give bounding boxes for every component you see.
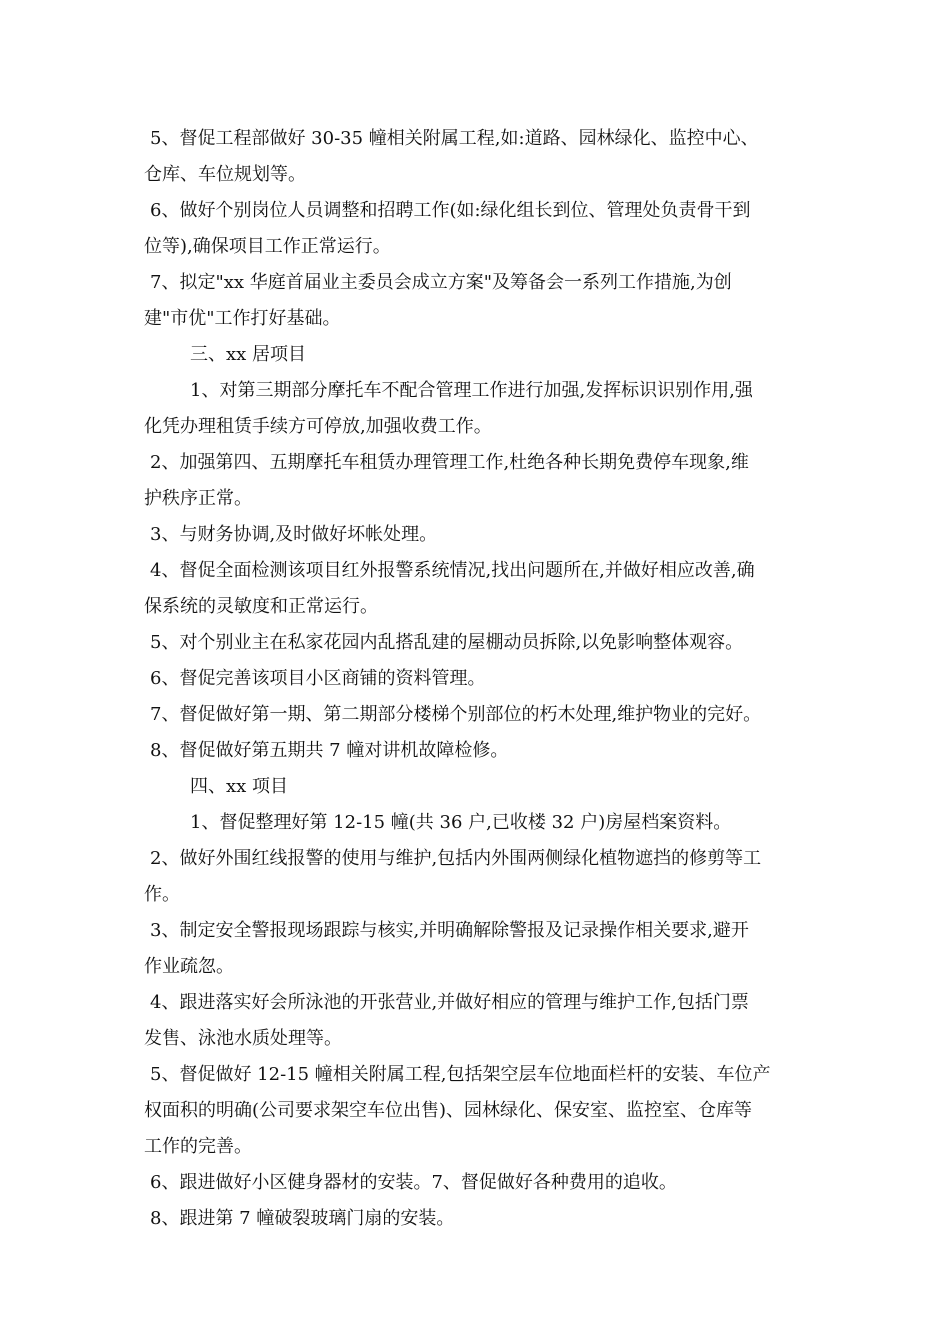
- text-line: 1、对第三期部分摩托车不配合管理工作进行加强,发挥标识识别作用,强: [190, 380, 753, 401]
- text-line: 化凭办理租赁手续方可停放,加强收费工作。: [144, 416, 492, 437]
- text-line: 5、督促做好 12-15 幢相关附属工程,包括架空层车位地面栏杆的安装、车位产: [150, 1064, 771, 1085]
- text-line: 作。: [144, 884, 180, 905]
- text-line: 建"市优"工作打好基础。: [144, 308, 341, 329]
- text-line: 3、制定安全警报现场跟踪与核实,并明确解除警报及记录操作相关要求,避开: [150, 920, 749, 941]
- text-line: 保系统的灵敏度和正常运行。: [144, 596, 378, 617]
- document-body: [144, 121, 816, 1237]
- text-line: 6、做好个别岗位人员调整和招聘工作(如:绿化组长到位、管理处负责骨干到: [150, 200, 751, 221]
- text-line: 5、对个别业主在私家花园内乱搭乱建的屋棚动员拆除,以免影响整体观容。: [150, 632, 744, 653]
- text-line: 8、督促做好第五期共 7 幢对讲机故障检修。: [150, 740, 509, 761]
- text-line: 7、督促做好第一期、第二期部分楼梯个别部位的朽木处理,维护物业的完好。: [150, 704, 762, 725]
- text-line: 4、督促全面检测该项目红外报警系统情况,找出问题所在,并做好相应改善,确: [150, 560, 755, 581]
- text-line: 1、督促整理好第 12-15 幢(共 36 户,已收楼 32 户)房屋档案资料。: [190, 812, 732, 833]
- text-line: 权面积的明确(公司要求架空车位出售)、园林绿化、保安室、监控室、仓库等: [144, 1100, 753, 1121]
- text-line: 4、跟进落实好会所泳池的开张营业,并做好相应的管理与维护工作,包括门票: [150, 992, 749, 1013]
- text-line: 作业疏忽。: [144, 956, 234, 977]
- text-line: 护秩序正常。: [144, 488, 252, 509]
- text-line: 三、xx 居项目: [190, 344, 307, 365]
- text-line: 位等),确保项目工作正常运行。: [144, 236, 391, 257]
- text-line: 发售、泳池水质处理等。: [144, 1028, 342, 1049]
- text-line: 3、与财务协调,及时做好坏帐处理。: [150, 524, 438, 545]
- text-line: 6、督促完善该项目小区商铺的资料管理。: [150, 668, 486, 689]
- text-line: 仓库、车位规划等。: [144, 164, 306, 185]
- text-line: 2、加强第四、五期摩托车租赁办理管理工作,杜绝各种长期免费停车现象,维: [150, 452, 749, 473]
- text-line: 工作的完善。: [144, 1136, 252, 1157]
- text-line: 6、跟进做好小区健身器材的安装。7、督促做好各种费用的追收。: [150, 1172, 677, 1193]
- text-line: 2、做好外围红线报警的使用与维护,包括内外围两侧绿化植物遮挡的修剪等工: [150, 848, 762, 869]
- text-line: 四、xx 项目: [190, 776, 289, 797]
- text-line: 7、拟定"xx 华庭首届业主委员会成立方案"及筹备会一系列工作措施,为创: [150, 272, 732, 293]
- text-line: 5、督促工程部做好 30-35 幢相关附属工程,如:道路、园林绿化、监控中心、: [150, 128, 759, 149]
- text-line: 8、跟进第 7 幢破裂玻璃门扇的安装。: [150, 1208, 455, 1229]
